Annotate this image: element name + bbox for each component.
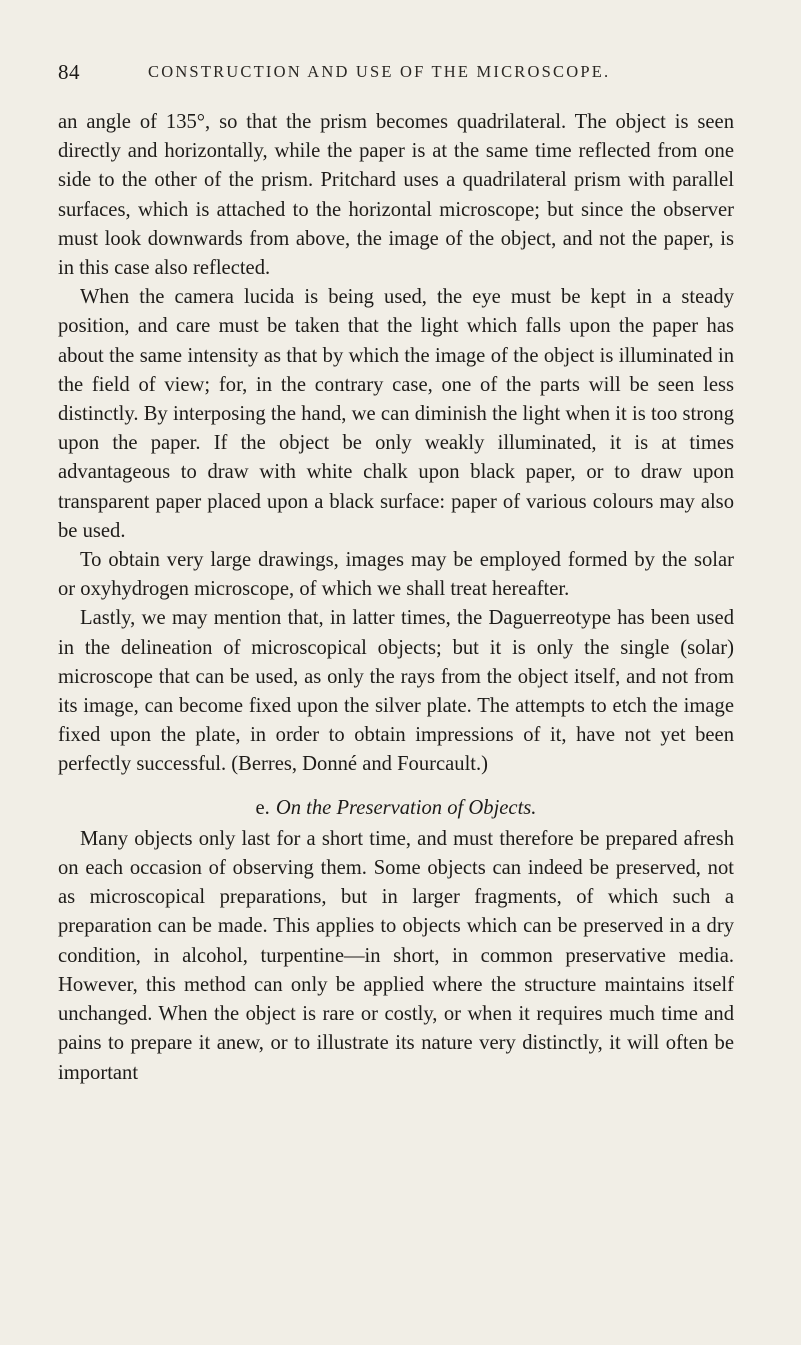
- paragraph-3: To obtain very large drawings, images may be employed formed by the solar or oxyhydrogen microscope, of which we shall treat hereafter.: [58, 549, 734, 601]
- section-paragraph-1: Many objects only last for a short time, and must therefore be prepared afresh on each occasion of observing them. Some objects can indeed be preserved, not as microscopical preparations, but in larger fragments, of which such a preparation can be made. This applies to objects which can be preserved in a dry condition, in alcohol, turpentine—in short, in common preservative media. However, this method can only be applied where the structure maintains itself unchanged. When the object is rare or costly, or when it requires much time and pains to prepare it anew, or to illustrate its nature very distinctly, it will often be important: [58, 827, 734, 1084]
- paragraph-2: When the camera lucida is being used, the eye must be kept in a steady position, and care must be taken that the light which falls upon the paper has about the same intensity as that by which the image of the object is illuminated in the field of view; for, in the contrary case, one of the parts will be seen less distinctly. By interposing the hand, we can diminish the light when it is too strong upon the paper. If the object be only weakly illuminated, it is at times advantageous to draw with white chalk upon black paper, or to draw upon transparent paper placed upon a black surface: paper of various colours may also be used.: [58, 286, 734, 542]
- section-letter: e.: [255, 796, 270, 819]
- paragraph-4: Lastly, we may mention that, in latter times, the Daguerreotype has been used in the delineation of microscopical objects; but it is only the single (solar) microscope that can be used, as only the rays from the object itself, and not from its image, can become fixed upon the silver plate. The attempts to etch the image fixed upon the plate, in order to obtain impressions of it, have not yet been perfectly successful. (Berres, Donné and Fourcault.): [58, 607, 734, 776]
- page-header: [58, 60, 741, 88]
- section-heading: [58, 794, 734, 823]
- section-title: On the Preservation of Objects.: [275, 796, 537, 819]
- body-text: [58, 108, 734, 1088]
- page-number: 84: [58, 60, 80, 84]
- running-head: CONSTRUCTION AND USE OF THE MICROSCOPE.: [148, 62, 611, 81]
- paragraph-1: an angle of 135°, so that the prism becomes quadrilateral. The object is seen directly and horizontally, while the paper is at the same time reflected from one side to the other of the prism. Pritchard uses a quadrilateral prism with parallel surfaces, which is attached to the horizontal microscope; but since the observer must look downwards from above, the image of the object, and not the paper, is in this case also reflected.: [58, 111, 734, 280]
